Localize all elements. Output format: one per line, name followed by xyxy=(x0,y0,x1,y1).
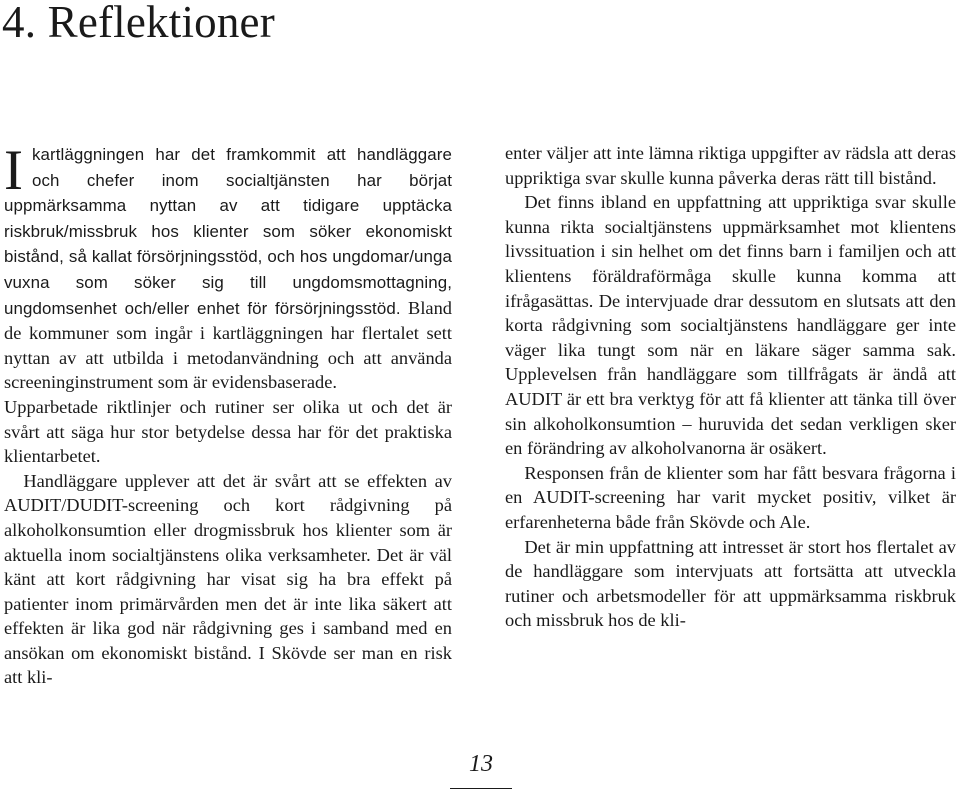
paragraph-6: Responsen från de klienter som har fått besvara frågorna i en AUDIT-screening har varit mycket positiv, vilket är erfarenheterna både från Skövde och Ale. xyxy=(505,462,956,532)
paragraph-5: Det finns ibland en uppfattning att uppriktiga svar skulle kunna rikta socialtjänstens uppmärksamhet mot klientens livssituation i sin helhet om det finns barn i familjen och att klientens föräldraförmåga skulle kunna komma att ifrågasättas. De intervjuade drar dessutom en slutsats att den korta rådgivning som socialtjänstens handläggare ger inte väger lika tungt som när en läkare säger samma sak. Upplevelsen från handläggare som tillfrågats är ändå att AUDIT är ett bra verktyg för att få klienter att tänka till över sin alkoholkonsumtion – huruvida det sedan verkligen sker en förändring av alkoholvanorna är osäkert. xyxy=(505,192,956,459)
paragraph-7: Det är min uppfattning att intresset är stort hos flertalet av de handläggare som intervjuats att fortsätta att utveckla rutiner och arbetsmodeller för att uppmärksamma riskbruk och missbruk hos de kli- xyxy=(505,536,956,631)
right-column xyxy=(505,141,956,633)
paragraph-4: enter väljer att inte lämna riktiga uppgifter av rädsla att deras uppriktiga svar skulle kunna påverka deras rätt till bistånd. xyxy=(505,143,956,188)
page-number: 13 xyxy=(469,751,493,777)
paragraph-1 xyxy=(4,139,452,395)
paragraph-2: Upparbetade riktlinjer och rutiner ser olika ut och det är svårt att säga hur stor betydelse dessa har för det praktiska klientarbetet. xyxy=(4,396,452,467)
left-column xyxy=(4,139,452,690)
chapter-heading: 4. Reflektioner xyxy=(2,0,275,47)
paragraph-1-sans-text: kartläggningen har det framkommit att handläggare och chefer inom socialtjänsten har börjat uppmärksamma nyttan av att tidigare upptäcka riskbruk/missbruk hos klienter som söker ekonomiskt bistånd, så kallat försörjningsstöd, och hos ungdomar/unga vuxna som söker sig till ungdomsmottagning, ungdomsenhet och/eller enhet för försörjningsstöd. xyxy=(4,145,452,318)
drop-cap: I xyxy=(4,139,23,202)
page-number-rule xyxy=(450,788,512,789)
paragraph-3: Handläggare upplever att det är svårt att se effekten av AUDIT/DUDIT-screening och kort rådgivning på alkoholkonsumtion eller drogmissbruk hos klienter som är aktuella inom socialtjänstens olika verksamheter. Det är väl känt att kort rådgivning har visat sig ha bra effekt på patienter inom primärvården men det är inte lika säkert att effekten är lika god när rådgivning ges i samband med en ansökan om ekonomiskt bistånd. I Skövde ser man en risk att kli- xyxy=(4,470,452,688)
paragraph-1-serif-text: Bland de kommuner som ingår i kartläggningen har flertalet sett nyttan av att utbilda i metodanvändning och att använda screeninginstrument som är evidensbaserade. xyxy=(4,297,452,393)
